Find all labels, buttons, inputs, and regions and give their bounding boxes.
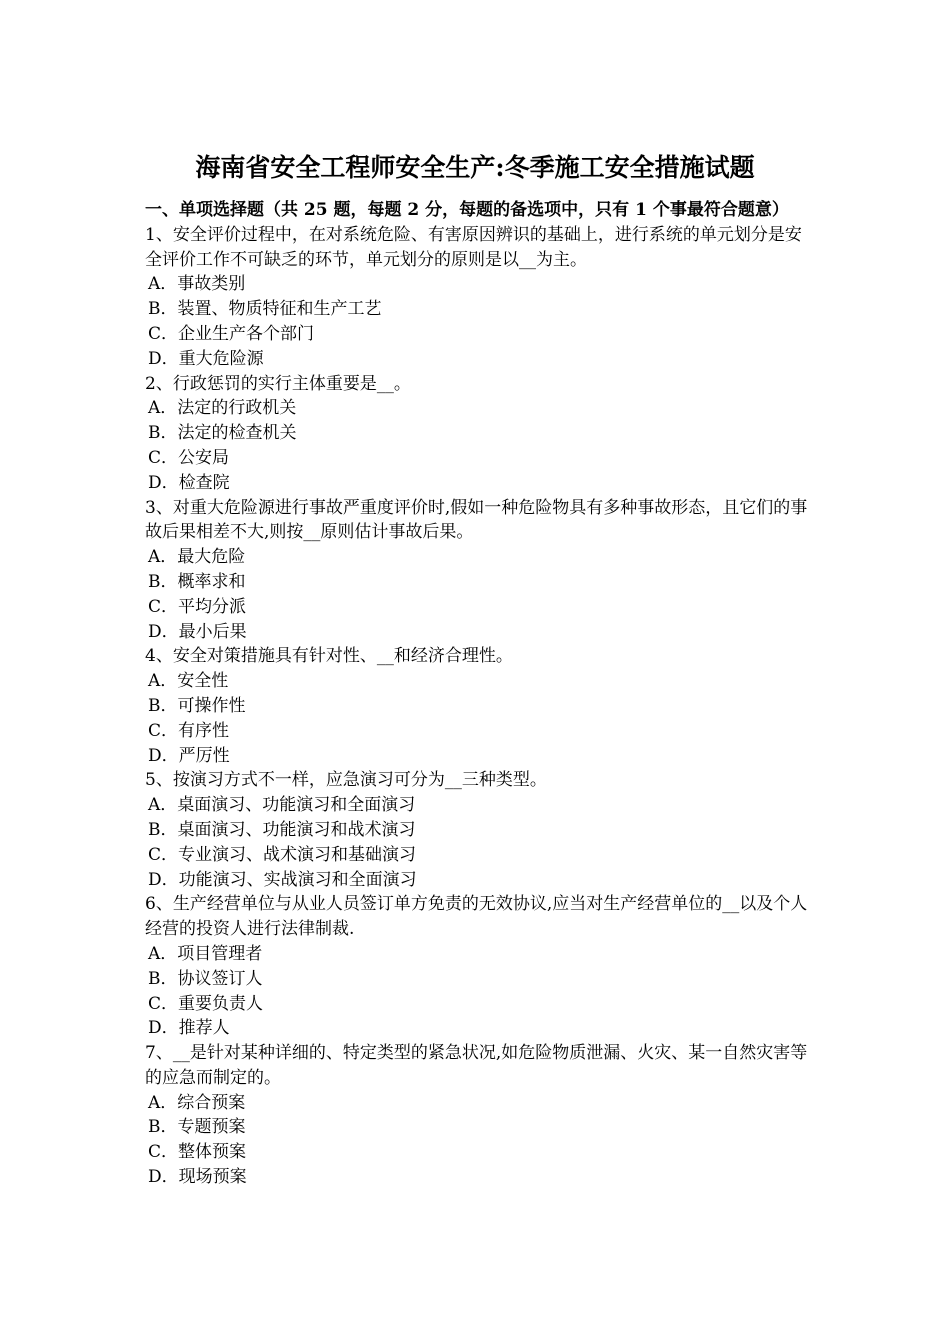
question-5 — [145, 768, 810, 892]
option-a: A．安全性 — [148, 671, 229, 692]
question-stem: 6、生产经营单位与从业人员签订单方免责的无效协议,应当对生产经营单位的__以及个人经营的投资人进行法律制裁. — [145, 894, 808, 940]
option-b: B．装置、物质特征和生产工艺 — [148, 299, 382, 320]
option-c: C．平均分派 — [148, 596, 247, 617]
option-d: D．功能演习、实战演习和全面演习 — [148, 869, 417, 890]
question-stem: 3、对重大危险源进行事故严重度评价时,假如一种危险物具有多种事故形态，且它们的事故后果相差不大,则按__原则估计事故后果。 — [145, 497, 808, 543]
option-d: D．重大危险源 — [148, 348, 264, 369]
option-a: A．项目管理者 — [148, 943, 263, 964]
option-c: C．企业生产各个部门 — [148, 323, 315, 344]
option-b: B．专题预案 — [148, 1117, 246, 1138]
option-b: B．法定的检查机关 — [148, 423, 297, 444]
question-stem: 2、行政惩罚的实行主体重要是__。 — [145, 373, 411, 394]
option-c: C．专业演习、战术演习和基础演习 — [148, 844, 417, 865]
option-d: D．现场预案 — [148, 1167, 247, 1188]
question-stem: 5、按演习方式不一样，应急演习可分为__三种类型。 — [145, 770, 547, 791]
option-c: C．重要负责人 — [148, 993, 264, 1014]
option-d: D．严厉性 — [148, 745, 230, 766]
question-6 — [145, 892, 810, 1041]
section-heading: 一、单项选择题（共 25 题，每题 2 分，每题的备选项中，只有 1 个事最符合题意） — [145, 200, 789, 220]
question-stem: 1、安全评价过程中，在对系统危险、有害原因辨识的基础上，进行系统的单元划分是安全评价工作不可缺乏的环节，单元划分的原则是以__为主。 — [145, 224, 802, 270]
document-body — [145, 198, 810, 1190]
question-stem: 7、__是针对某种详细的、特定类型的紧急状况,如危险物质泄漏、火灾、某一自然灾害等的应急而制定的。 — [145, 1043, 808, 1088]
option-a: A．事故类别 — [148, 274, 246, 295]
question-7 — [145, 1041, 810, 1190]
option-b: B．桌面演习、功能演习和战术演习 — [148, 819, 416, 840]
question-2 — [145, 372, 810, 496]
option-d: D．最小后果 — [148, 621, 247, 642]
option-b: B．概率求和 — [148, 571, 246, 592]
option-d: D．推荐人 — [148, 1018, 230, 1039]
document-title: 海南省安全工程师安全生产:冬季施工安全措施试题 — [195, 153, 755, 182]
question-1 — [145, 223, 810, 372]
option-c: C．公安局 — [148, 447, 230, 468]
option-b: B．可操作性 — [148, 695, 246, 716]
question-4 — [145, 644, 810, 768]
option-c: C．有序性 — [148, 720, 230, 741]
option-a: A．综合预案 — [148, 1092, 246, 1113]
option-a: A．法定的行政机关 — [148, 398, 297, 419]
option-a: A．桌面演习、功能演习和全面演习 — [148, 795, 416, 816]
option-c: C．整体预案 — [148, 1142, 247, 1163]
question-3 — [145, 496, 810, 645]
option-b: B．协议签订人 — [148, 968, 263, 989]
question-stem: 4、安全对策措施具有针对性、__和经济合理性。 — [145, 646, 513, 667]
option-a: A．最大危险 — [148, 547, 246, 568]
option-d: D．检查院 — [148, 472, 230, 493]
